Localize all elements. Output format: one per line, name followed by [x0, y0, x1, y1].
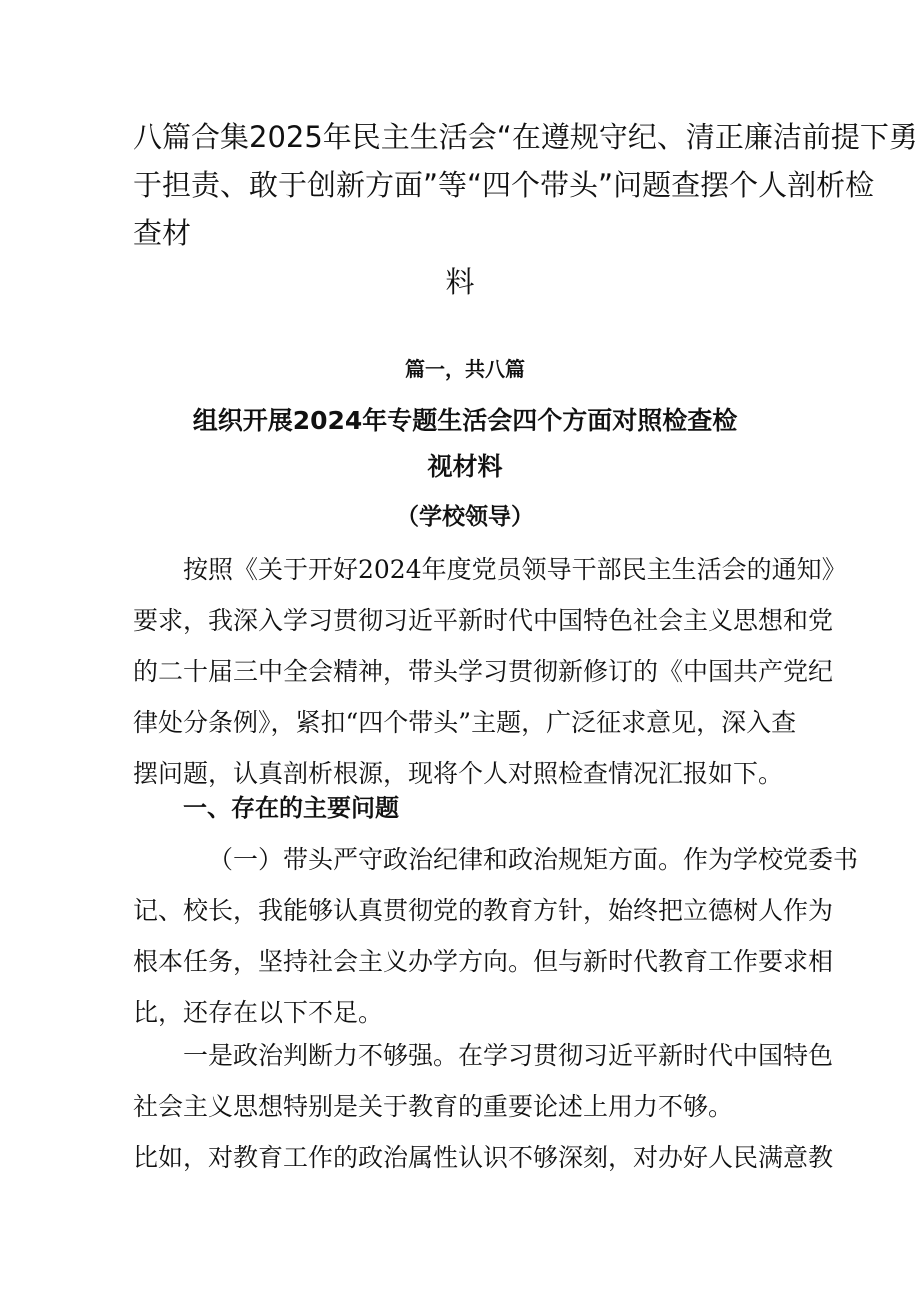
point-paragraph [133, 1030, 834, 1183]
main-title-line-4: 料 [445, 265, 475, 299]
point-line-1: 一是政治判断力不够强。在学习贯彻习近平新时代中国特色 [183, 1041, 834, 1070]
intro-line-5: 摆问题，认真剖析根源，现将个人对照检查情况汇报如下。 [133, 759, 784, 788]
section-line-1: （一）带头严守政治纪律和政治规矩方面。作为学校党委书 [208, 845, 859, 874]
point-line-2: 社会主义思想特别是关于教育的重要论述上用力不够。 [133, 1092, 734, 1121]
sub-title-note: （学校领导） [396, 503, 534, 530]
section-paragraph [133, 834, 859, 1038]
section-line-3: 根本任务，坚持社会主义办学方向。但与新时代教育工作要求相 [133, 947, 834, 976]
main-title-line-2: 于担责、敢于创新方面”等“四个带头”问题查摆个人剖析检 [133, 168, 875, 202]
sub-title-line-2: 视材料 [427, 452, 503, 481]
sub-title-line-1: 组织开展2024年专题生活会四个方面对照检查检 [192, 406, 738, 435]
intro-line-1: 按照《关于开好2024年度党员领导干部民主生活会的通知》 [183, 555, 847, 584]
intro-paragraph [133, 544, 847, 799]
main-title-line-3: 查材 [133, 216, 192, 250]
document-main-title [133, 113, 918, 257]
section-heading: 一、存在的主要问题 [183, 794, 399, 822]
part-label: 篇一，共八篇 [405, 357, 525, 381]
intro-line-3: 的二十届三中全会精神，带头学习贯彻新修订的《中国共产党纪 [133, 657, 834, 686]
point-line-3: 比如，对教育工作的政治属性认识不够深刻，对办好人民满意教 [133, 1143, 834, 1172]
section-line-2: 记、校长，我能够认真贯彻党的教育方针，始终把立德树人作为 [133, 896, 834, 925]
main-title-line-1: 八篇合集2025年民主生活会“在遵规守纪、清正廉洁前提下勇 [133, 120, 918, 154]
intro-line-2: 要求，我深入学习贯彻习近平新时代中国特色社会主义思想和党 [133, 606, 834, 635]
document-sub-title [0, 398, 920, 490]
intro-line-4: 律处分条例》，紧扣“四个带头”主题，广泛征求意见，深入查 [133, 708, 797, 737]
section-line-4: 比，还存在以下不足。 [133, 998, 384, 1027]
